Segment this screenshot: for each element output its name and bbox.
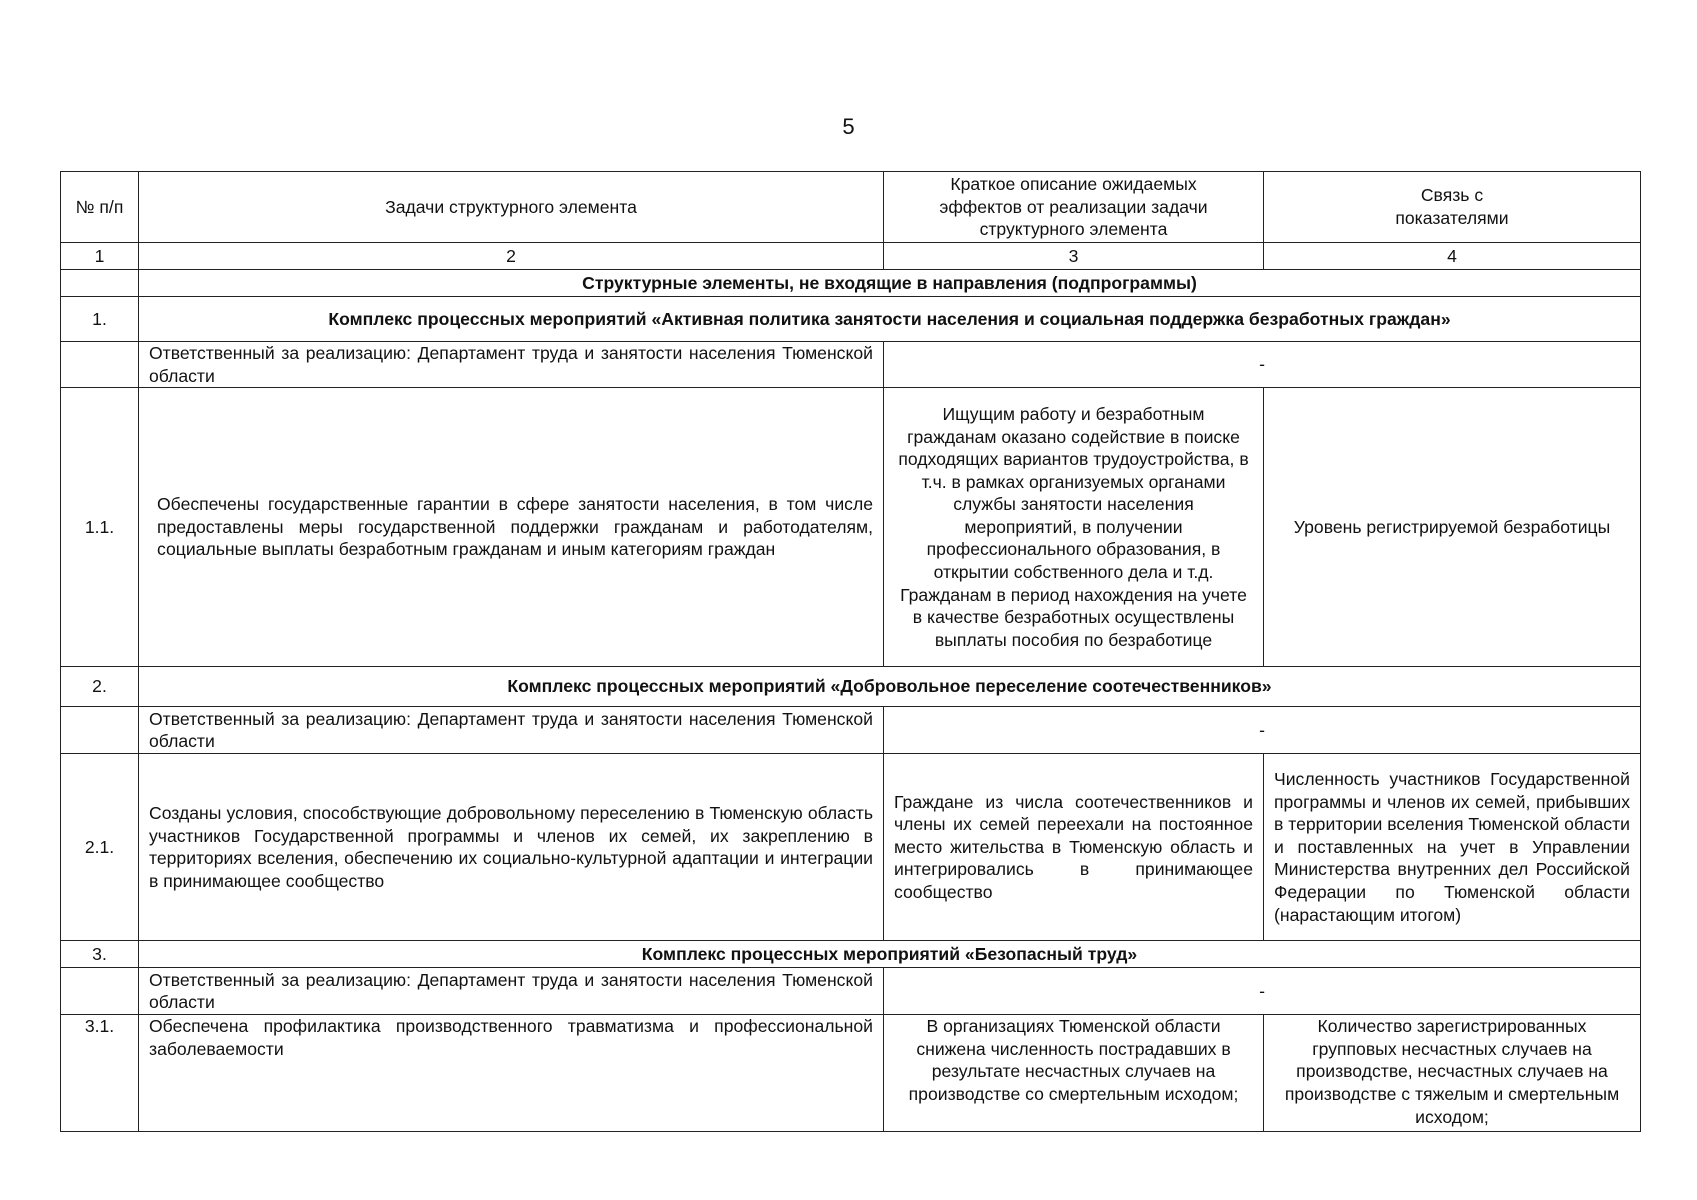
page-number: 5 bbox=[842, 114, 855, 139]
responsible-row bbox=[61, 342, 1641, 388]
responsible-link: - bbox=[884, 342, 1641, 388]
task-text: Созданы условия, способствующие добровольному переселению в Тюменскую область участников Государственной программы и членов их семей, их закреплению в территориях вселения, обеспечению их социально-культурной адаптации и интеграции в принимающее сообщество bbox=[139, 754, 884, 941]
column-number: 1 bbox=[61, 243, 139, 270]
task-row bbox=[61, 754, 1641, 941]
indicator-text: Численность участников Государственной программы и членов их семей, прибывших в территории вселения Тюменской области и поставленных на учет в Управлении Министерства внутренних дел Российской Федерации по Тюменской области (нарастающим итогом) bbox=[1264, 754, 1641, 941]
responsible-row bbox=[61, 707, 1641, 754]
effect-text: В организациях Тюменской области снижена численность пострадавших в результате несчастных случаев на производстве со смертельным исходом; bbox=[884, 1015, 1264, 1132]
header-indicator: Связь с показателями bbox=[1264, 172, 1641, 243]
header-number: № п/п bbox=[61, 172, 139, 243]
task-text: Обеспечена профилактика производственного травматизма и профессиональной заболеваемости bbox=[139, 1015, 884, 1132]
effect-text: Граждане из числа соотечественников и члены их семей переехали на постоянное место жительства в Тюменскую область и интегрировались в принимающее сообщество bbox=[884, 754, 1264, 941]
task-text: Обеспечены государственные гарантии в сфере занятости населения, в том числе предоставлены меры государственной поддержки гражданам и работодателям, социальные выплаты безработным гражданам и иным категориям граждан bbox=[139, 388, 884, 667]
group-title: Комплекс процессных мероприятий «Активная политика занятости населения и социальная поддержка безработных граждан» bbox=[139, 297, 1641, 342]
header-row bbox=[61, 172, 1641, 243]
indicator-text: Уровень регистрируемой безработицы bbox=[1264, 388, 1641, 667]
responsible-link: - bbox=[884, 968, 1641, 1015]
group-title: Комплекс процессных мероприятий «Безопасный труд» bbox=[139, 941, 1641, 968]
group-number: 3. bbox=[61, 941, 139, 968]
group-number: 1. bbox=[61, 297, 139, 342]
effect-text: Ищущим работу и безработным гражданам оказано содействие в поиске подходящих вариантов трудоустройства, в т.ч. в рамках организуемых органами службы занятости населения мероприятий, в получении профессионального образования, в открытии собственного дела и т.д. Гражданам в период нахождения на учете в качестве безработных осуществлены выплаты пособия по безработице bbox=[884, 388, 1264, 667]
empty-cell bbox=[61, 707, 139, 754]
task-row bbox=[61, 1015, 1641, 1132]
responsible-text: Ответственный за реализацию: Департамент труда и занятости населения Тюменской области bbox=[139, 968, 884, 1015]
column-number: 3 bbox=[884, 243, 1264, 270]
empty-cell bbox=[61, 270, 139, 297]
column-number: 4 bbox=[1264, 243, 1641, 270]
responsible-text: Ответственный за реализацию: Департамент труда и занятости населения Тюменской области bbox=[139, 342, 884, 388]
header-task: Задачи структурного элемента bbox=[139, 172, 884, 243]
task-row bbox=[61, 388, 1641, 667]
empty-cell bbox=[61, 342, 139, 388]
responsible-text: Ответственный за реализацию: Департамент труда и занятости населения Тюменской области bbox=[139, 707, 884, 754]
group-title-row bbox=[61, 941, 1641, 968]
responsible-link: - bbox=[884, 707, 1641, 754]
indicator-text: Количество зарегистрированных групповых несчастных случаев на производстве, несчастных случаев на производстве с тяжелым и смертельным исходом; bbox=[1264, 1015, 1641, 1132]
task-number: 1.1. bbox=[61, 388, 139, 667]
column-number-row bbox=[61, 243, 1641, 270]
group-title-row bbox=[61, 297, 1641, 342]
section-row bbox=[61, 270, 1641, 297]
column-number: 2 bbox=[139, 243, 884, 270]
task-number: 2.1. bbox=[61, 754, 139, 941]
section-title: Структурные элементы, не входящие в направления (подпрограммы) bbox=[139, 270, 1641, 297]
task-number: 3.1. bbox=[61, 1015, 139, 1132]
group-title-row bbox=[61, 667, 1641, 707]
tasks-table bbox=[60, 171, 1641, 1132]
empty-cell bbox=[61, 968, 139, 1015]
group-number: 2. bbox=[61, 667, 139, 707]
responsible-row bbox=[61, 968, 1641, 1015]
group-title: Комплекс процессных мероприятий «Добровольное переселение соотечественников» bbox=[139, 667, 1641, 707]
header-effect: Краткое описание ожидаемых эффектов от реализации задачи структурного элемента bbox=[884, 172, 1264, 243]
